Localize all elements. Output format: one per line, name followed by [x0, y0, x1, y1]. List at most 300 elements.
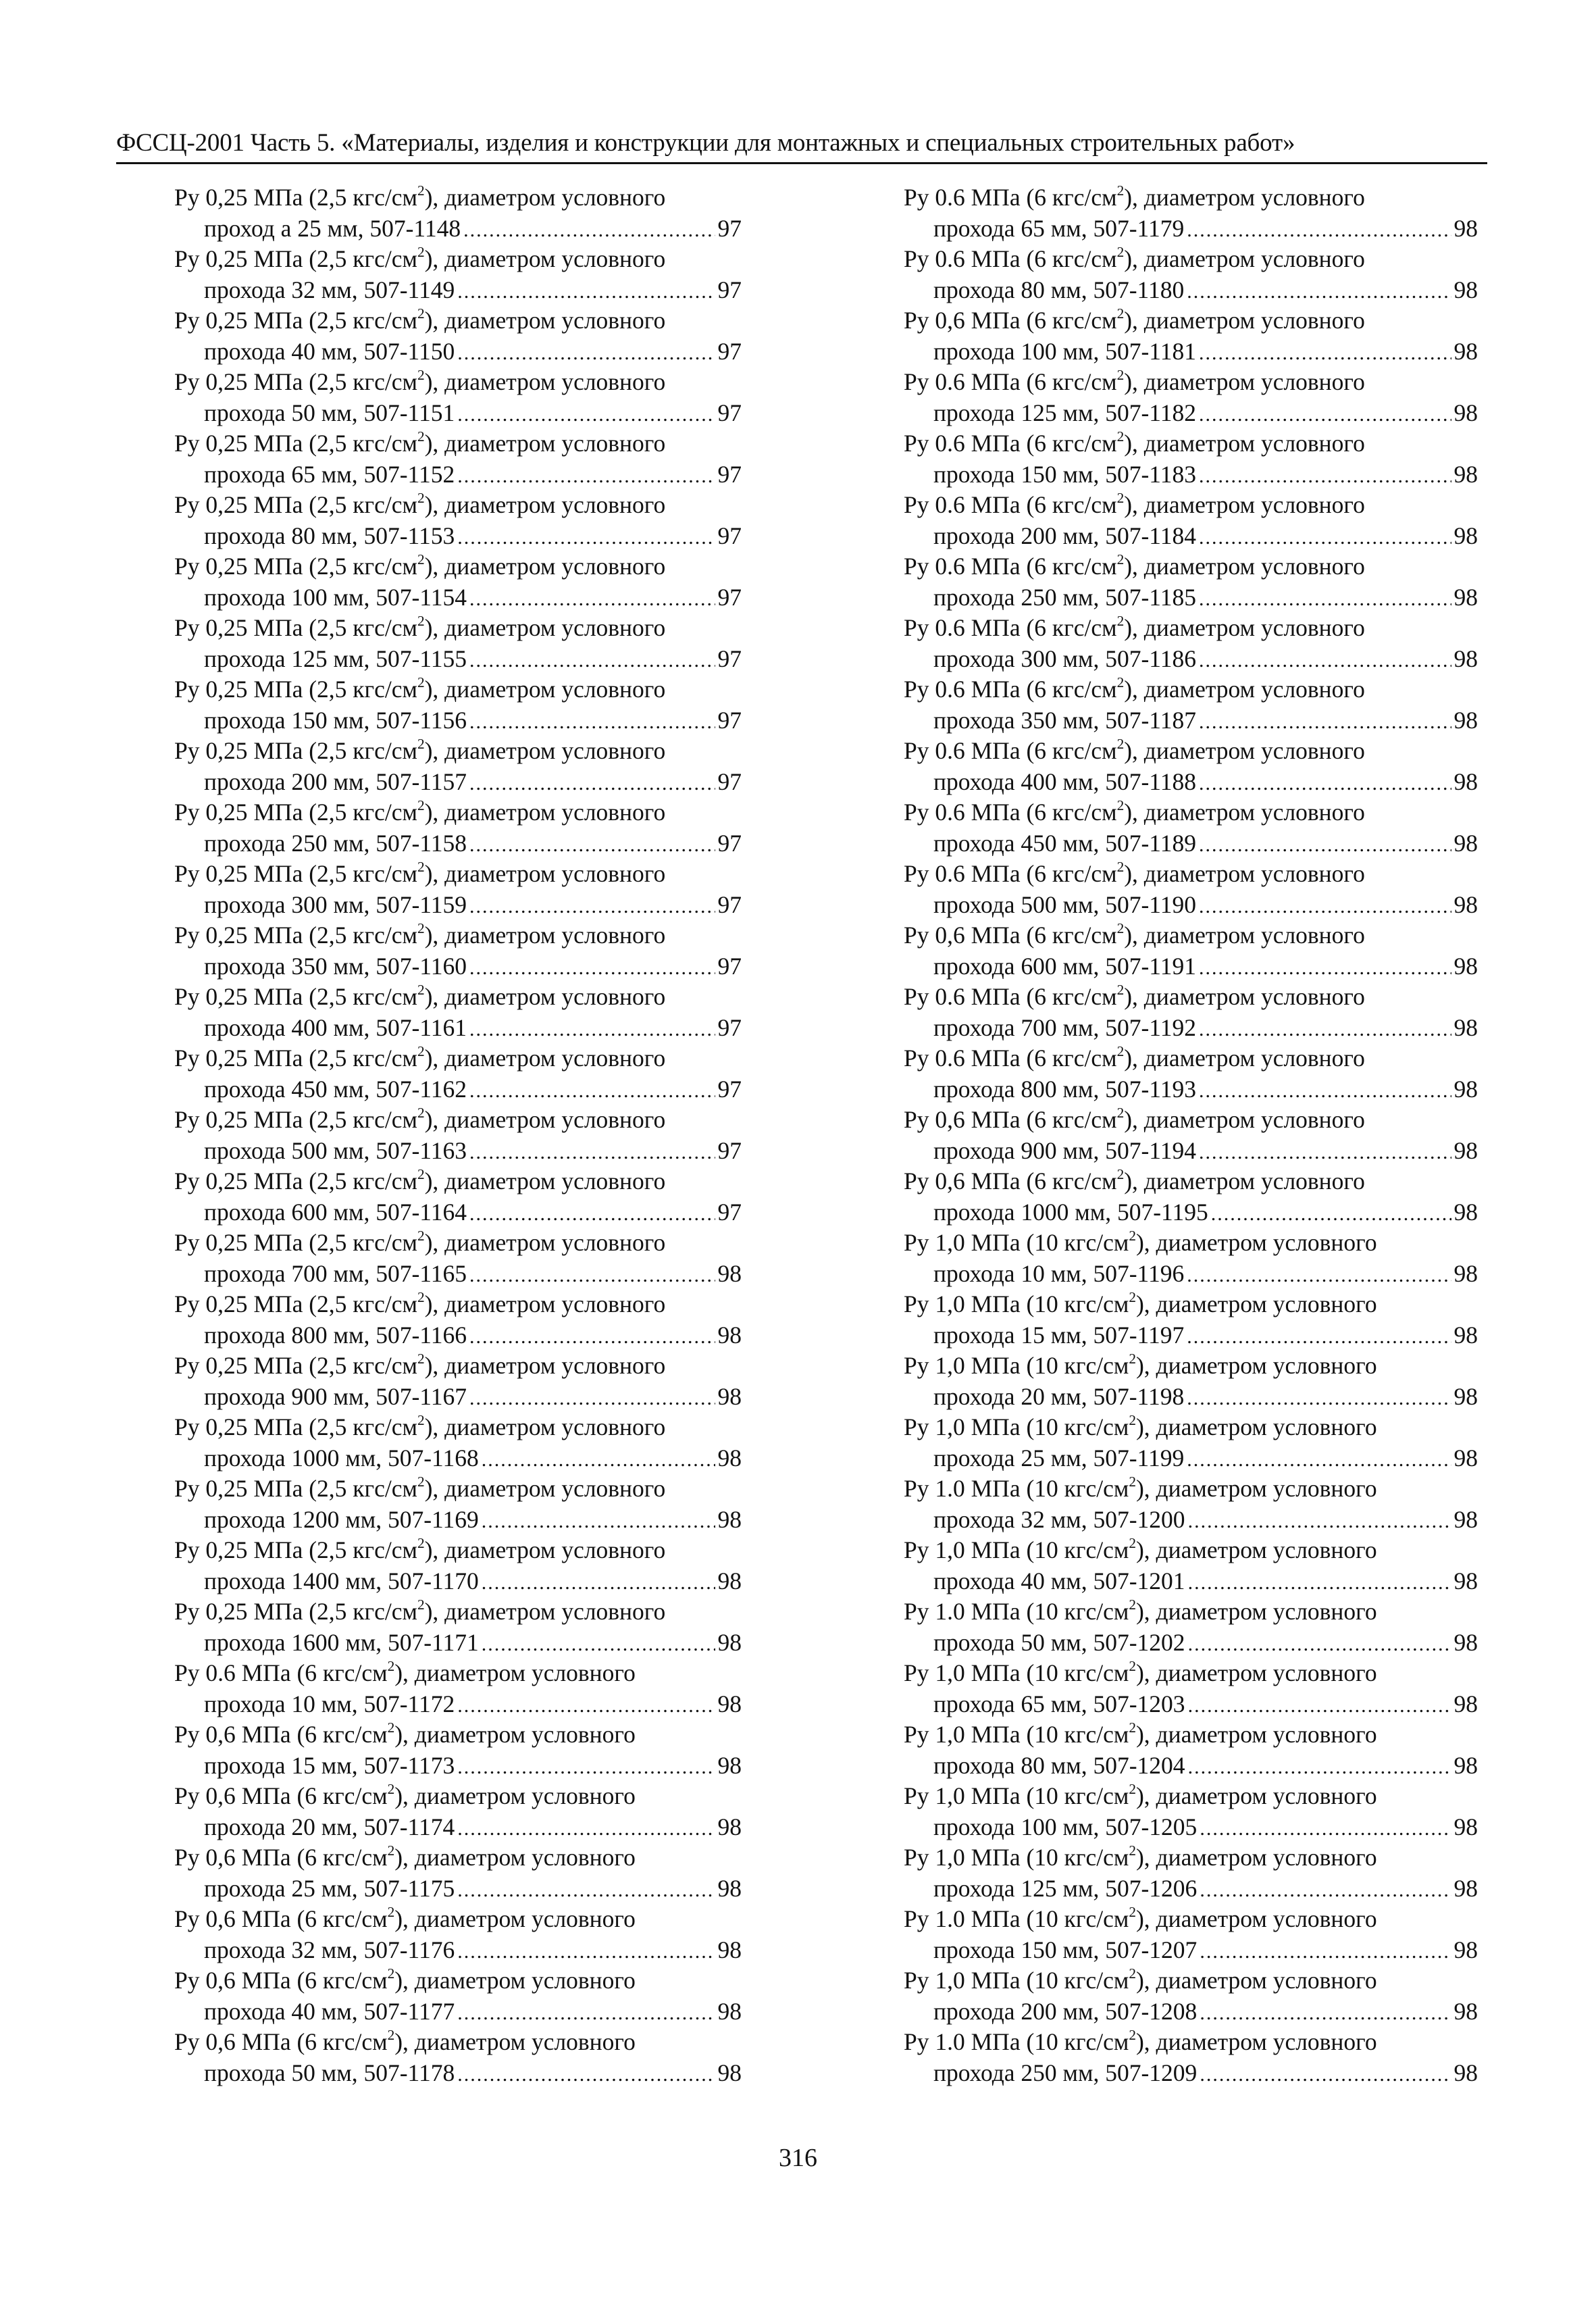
dot-leader [1188, 1505, 1451, 1537]
index-entry [174, 1474, 742, 1535]
entry-unit-superscript: 2 [387, 1965, 395, 1982]
dot-leader [469, 1013, 715, 1045]
entry-description [174, 797, 742, 828]
entry-unit-superscript: 2 [417, 1596, 425, 1613]
entry-description [904, 367, 1478, 398]
entry-unit-superscript: 2 [417, 1535, 425, 1552]
entry-suffix: ), диаметром условного [424, 1536, 666, 1563]
entry-suffix: ), диаметром условного [1135, 1598, 1377, 1625]
entry-pressure: Ру 0,25 МПа (2,5 кгс/см [174, 1598, 417, 1625]
entry-description [174, 1289, 742, 1320]
dot-leader [1199, 1136, 1451, 1168]
entry-description [174, 1166, 742, 1197]
entry-code: прохода 300 мм, 507-1159 [204, 890, 467, 918]
entry-description [174, 305, 742, 336]
dot-leader [469, 1074, 715, 1107]
entry-suffix: ), диаметром условного [1124, 307, 1365, 334]
dot-leader [1199, 582, 1451, 615]
entry-description [174, 613, 742, 644]
index-entry [904, 797, 1478, 859]
entry-description [174, 1535, 742, 1566]
entry-code: прохода 500 мм, 507-1163 [204, 1136, 467, 1164]
entry-suffix: ), диаметром условного [394, 1721, 636, 1748]
entry-description [174, 490, 742, 521]
entry-page-ref: 97 [717, 1198, 742, 1226]
entry-suffix: ), диаметром условного [1124, 184, 1365, 211]
entry-suffix: ), диаметром условного [1124, 1167, 1365, 1194]
entry-suffix: ), диаметром условного [1124, 737, 1365, 764]
entry-suffix: ), диаметром условного [1135, 1475, 1377, 1502]
entry-pressure: Ру 0.6 МПа (6 кгс/см [904, 368, 1117, 395]
entry-pressure: Ру 0,25 МПа (2,5 кгс/см [174, 922, 417, 949]
index-entry [174, 797, 742, 859]
entry-detail-line [174, 951, 742, 984]
entry-pressure: Ру 0,25 МПа (2,5 кгс/см [174, 614, 417, 641]
index-entry [174, 1412, 742, 1474]
entry-suffix: ), диаметром условного [394, 2028, 636, 2055]
entry-code: прохода 125 мм, 507-1155 [204, 645, 467, 672]
entry-suffix: ), диаметром условного [394, 1844, 636, 1871]
dot-leader [1199, 398, 1451, 430]
entry-detail-line [174, 2058, 742, 2090]
entry-unit-superscript: 2 [417, 305, 425, 322]
entry-page-ref: 97 [717, 583, 742, 611]
entry-unit-superscript: 2 [417, 1474, 425, 1490]
entry-pressure: Ру 1,0 МПа (10 кгс/см [904, 1536, 1129, 1563]
index-entry [904, 490, 1478, 551]
header-divider [116, 162, 1487, 164]
entry-suffix: ), диаметром условного [1124, 860, 1365, 887]
entry-suffix: ), диаметром условного [1124, 245, 1365, 272]
index-entry [904, 1781, 1478, 1842]
entry-page-ref: 98 [1453, 1874, 1478, 1902]
entry-code: прохода 40 мм, 507-1201 [933, 1567, 1185, 1594]
entry-code: прохода 20 мм, 507-1174 [204, 1813, 455, 1840]
entry-description [174, 182, 742, 213]
entry-unit-superscript: 2 [1129, 1535, 1136, 1552]
entry-description [174, 367, 742, 398]
entry-detail-line [904, 1382, 1478, 1414]
entry-code: прохода 350 мм, 507-1187 [933, 706, 1196, 734]
entry-page-ref: 98 [1453, 1628, 1478, 1656]
entry-suffix: ), диаметром условного [1135, 1782, 1377, 1809]
entry-pressure: Ру 1.0 МПа (10 кгс/см [904, 1475, 1129, 1502]
entry-detail-line [904, 828, 1478, 861]
index-entry [174, 1351, 742, 1412]
entry-suffix: ), диаметром условного [424, 430, 666, 457]
entry-code: прохода 300 мм, 507-1186 [933, 645, 1196, 672]
index-entry [904, 1719, 1478, 1781]
entry-description [174, 1412, 742, 1443]
entry-detail-line [904, 459, 1478, 492]
entry-description [904, 1596, 1478, 1628]
index-entry [904, 674, 1478, 736]
index-entry [904, 1228, 1478, 1289]
index-entry [904, 1904, 1478, 1965]
entry-detail-line [174, 1935, 742, 1967]
entry-suffix: ), диаметром условного [424, 553, 666, 580]
entry-page-ref: 98 [1453, 1690, 1478, 1717]
entry-code: прохода 32 мм, 507-1200 [933, 1505, 1185, 1533]
index-entry [174, 367, 742, 428]
entry-unit-superscript: 2 [387, 2027, 395, 2044]
entry-unit-superscript: 2 [387, 1719, 395, 1736]
entry-description [904, 1965, 1478, 1996]
entry-detail-line [904, 951, 1478, 984]
entry-page-ref: 98 [717, 1567, 742, 1594]
entry-detail-line [174, 705, 742, 738]
entry-code: прохода 250 мм, 507-1185 [933, 583, 1196, 611]
entry-unit-superscript: 2 [1116, 797, 1125, 814]
entry-description [174, 982, 742, 1013]
entry-unit-superscript: 2 [1129, 1351, 1136, 1367]
entry-unit-superscript: 2 [1116, 490, 1125, 507]
entry-detail-line [904, 1505, 1478, 1537]
entry-page-ref: 98 [1453, 768, 1478, 795]
entry-unit-superscript: 2 [1129, 1719, 1136, 1736]
index-entry [904, 551, 1478, 613]
entry-page-ref: 97 [717, 337, 742, 365]
entry-description [904, 797, 1478, 828]
dot-leader [1187, 1382, 1451, 1414]
entry-unit-superscript: 2 [1116, 859, 1125, 876]
entry-description [174, 1719, 742, 1751]
entry-unit-superscript: 2 [417, 428, 425, 445]
index-entry [904, 1965, 1478, 2027]
entry-code: прохода 80 мм, 507-1153 [204, 522, 455, 549]
entry-code: прохода 400 мм, 507-1188 [933, 768, 1196, 795]
entry-detail-line [174, 1505, 742, 1537]
entry-suffix: ), диаметром условного [1135, 1229, 1377, 1256]
entry-unit-superscript: 2 [387, 1904, 395, 1921]
entry-detail-line [174, 1013, 742, 1045]
dot-leader [469, 767, 715, 799]
dot-leader [469, 1136, 715, 1168]
entry-suffix: ), диаметром условного [1124, 676, 1365, 703]
entry-unit-superscript: 2 [417, 982, 425, 999]
entry-pressure: Ру 0.6 МПа (6 кгс/см [904, 184, 1117, 211]
entry-suffix: ), диаметром условного [1135, 1536, 1377, 1563]
entry-description [174, 1658, 742, 1689]
entry-description [904, 1904, 1478, 1935]
entry-page-ref: 98 [1453, 276, 1478, 303]
entry-code: прохода 450 мм, 507-1162 [204, 1075, 467, 1103]
dot-leader [457, 1812, 715, 1844]
dot-leader [457, 459, 715, 492]
entry-page-ref: 97 [717, 952, 742, 980]
entry-suffix: ), диаметром условного [424, 1229, 666, 1256]
entry-description [174, 1474, 742, 1505]
entry-page-ref: 98 [1453, 1321, 1478, 1349]
entry-unit-superscript: 2 [1129, 1412, 1136, 1429]
entry-code: прохода 700 мм, 507-1165 [204, 1259, 467, 1287]
entry-suffix: ), диаметром условного [1124, 1045, 1365, 1072]
entry-code: прохода 450 мм, 507-1189 [933, 829, 1196, 857]
entry-page-ref: 98 [1453, 1198, 1478, 1226]
entry-page-ref: 98 [1453, 399, 1478, 426]
entry-unit-superscript: 2 [417, 797, 425, 814]
entry-page-ref: 98 [1453, 1505, 1478, 1533]
entry-code: прохода 800 мм, 507-1166 [204, 1321, 467, 1349]
entry-detail-line [904, 1259, 1478, 1291]
entry-description [174, 920, 742, 951]
entry-detail-line [174, 459, 742, 492]
entry-unit-superscript: 2 [1129, 1474, 1136, 1490]
entry-pressure: Ру 0,6 МПа (6 кгс/см [904, 1167, 1117, 1194]
index-entry [174, 1228, 742, 1289]
dot-leader [469, 582, 715, 615]
entry-pressure: Ру 0,25 МПа (2,5 кгс/см [174, 430, 417, 457]
dot-leader [469, 890, 715, 922]
entry-page-ref: 97 [717, 890, 742, 918]
entry-suffix: ), диаметром условного [424, 614, 666, 641]
index-entry [904, 1596, 1478, 1658]
entry-page-ref: 97 [717, 214, 742, 242]
entry-code: прохода 10 мм, 507-1196 [933, 1259, 1185, 1287]
entry-page-ref: 98 [1453, 829, 1478, 857]
entry-suffix: ), диаметром условного [1135, 1290, 1377, 1317]
entry-pressure: Ру 1.0 МПа (10 кгс/см [904, 1905, 1129, 1932]
entry-description [174, 1904, 742, 1935]
entry-unit-superscript: 2 [1116, 367, 1125, 384]
entry-unit-superscript: 2 [417, 1166, 425, 1183]
entry-pressure: Ру 0.6 МПа (6 кгс/см [904, 983, 1117, 1010]
entry-page-ref: 97 [717, 1136, 742, 1164]
dot-leader [457, 1996, 715, 2029]
entry-detail-line [174, 1136, 742, 1168]
dot-leader [1199, 459, 1451, 492]
entry-description [174, 1043, 742, 1074]
index-entry [174, 428, 742, 490]
entry-detail-line [904, 1320, 1478, 1353]
entry-unit-superscript: 2 [387, 1842, 395, 1859]
entry-suffix: ), диаметром условного [394, 1967, 636, 1994]
entry-page-ref: 98 [1453, 337, 1478, 365]
entry-code: прохода 20 мм, 507-1198 [933, 1382, 1185, 1410]
entry-detail-line [174, 890, 742, 922]
entry-detail-line [174, 828, 742, 861]
entry-detail-line [174, 1382, 742, 1414]
entry-pressure: Ру 0.6 МПа (6 кгс/см [904, 799, 1117, 826]
entry-suffix: ), диаметром условного [424, 368, 666, 395]
entry-detail-line [904, 1935, 1478, 1967]
entry-detail-line [174, 644, 742, 676]
entry-pressure: Ру 0.6 МПа (6 кгс/см [904, 614, 1117, 641]
dot-leader [1187, 213, 1451, 246]
entry-suffix: ), диаметром условного [1135, 1352, 1377, 1379]
entry-pressure: Ру 0,25 МПа (2,5 кгс/см [174, 1352, 417, 1379]
entry-detail-line [174, 1443, 742, 1476]
index-entry [174, 1105, 742, 1166]
entry-pressure: Ру 0,25 МПа (2,5 кгс/см [174, 553, 417, 580]
entry-detail-line [174, 1812, 742, 1844]
entry-page-ref: 97 [717, 706, 742, 734]
entry-pressure: Ру 0.6 МПа (6 кгс/см [904, 491, 1117, 518]
entry-code: прохода 400 мм, 507-1161 [204, 1013, 467, 1041]
entry-page-ref: 98 [1453, 1997, 1478, 2025]
entry-unit-superscript: 2 [1129, 1781, 1136, 1798]
entry-suffix: ), диаметром условного [1124, 491, 1365, 518]
index-entry [174, 1043, 742, 1105]
entry-page-ref: 97 [717, 399, 742, 426]
entry-page-ref: 98 [1453, 952, 1478, 980]
entry-detail-line [904, 582, 1478, 615]
index-entry [174, 1781, 742, 1842]
entry-page-ref: 98 [1453, 1936, 1478, 1963]
entry-detail-line [174, 1873, 742, 1906]
dot-leader [1188, 1628, 1451, 1660]
index-entry [174, 551, 742, 613]
dot-leader [1199, 521, 1451, 553]
entry-detail-line [904, 336, 1478, 369]
entry-unit-superscript: 2 [1116, 551, 1125, 568]
entry-detail-line [174, 1628, 742, 1660]
index-entry [904, 1351, 1478, 1412]
entry-description [904, 1166, 1478, 1197]
dot-leader [1199, 951, 1451, 984]
entry-code: проход а 25 мм, 507-1148 [204, 214, 461, 242]
entry-suffix: ), диаметром условного [1124, 983, 1365, 1010]
dot-leader [1199, 828, 1451, 861]
entry-pressure: Ру 0,25 МПа (2,5 кгс/см [174, 491, 417, 518]
entry-code: прохода 600 мм, 507-1191 [933, 952, 1196, 980]
index-entry [174, 182, 742, 244]
index-column-right [904, 182, 1478, 2088]
entry-suffix: ), диаметром условного [394, 1782, 636, 1809]
dot-leader [469, 1259, 715, 1291]
entry-description [904, 1228, 1478, 1259]
index-entry [174, 1658, 742, 1719]
entry-description [904, 1781, 1478, 1812]
entry-detail-line [174, 398, 742, 430]
index-entry [174, 1289, 742, 1351]
entry-page-ref: 98 [717, 1690, 742, 1717]
dot-leader [1199, 644, 1451, 676]
entry-suffix: ), диаметром условного [424, 1045, 666, 1072]
entry-unit-superscript: 2 [417, 1289, 425, 1306]
dot-leader [457, 1751, 715, 1783]
entry-pressure: Ру 0,25 МПа (2,5 кгс/см [174, 1290, 417, 1317]
entry-detail-line [174, 1320, 742, 1353]
entry-description [174, 428, 742, 459]
index-entry [174, 1535, 742, 1596]
entry-unit-superscript: 2 [1116, 1105, 1125, 1122]
entry-page-ref: 98 [1453, 1813, 1478, 1840]
dot-leader [469, 1197, 715, 1230]
entry-pressure: Ру 0,25 МПа (2,5 кгс/см [174, 737, 417, 764]
entry-unit-superscript: 2 [417, 674, 425, 691]
index-entry [174, 982, 742, 1043]
entry-pressure: Ру 0,6 МПа (6 кгс/см [174, 1967, 388, 1994]
dot-leader [482, 1566, 715, 1599]
entry-page-ref: 97 [717, 460, 742, 488]
entry-detail-line [174, 521, 742, 553]
index-column-left [174, 182, 742, 2088]
index-entry [174, 674, 742, 736]
entry-code: прохода 150 мм, 507-1183 [933, 460, 1196, 488]
entry-detail-line [904, 1443, 1478, 1476]
entry-suffix: ), диаметром условного [1124, 553, 1365, 580]
entry-description [174, 1228, 742, 1259]
dot-leader [469, 1382, 715, 1414]
index-entry [904, 428, 1478, 490]
dot-leader [1200, 1812, 1451, 1844]
entry-page-ref: 97 [717, 768, 742, 795]
entry-unit-superscript: 2 [417, 367, 425, 384]
entry-detail-line [904, 767, 1478, 799]
entry-code: прохода 250 мм, 507-1209 [933, 2059, 1198, 2086]
entry-detail-line [904, 705, 1478, 738]
dot-leader [1200, 1873, 1451, 1906]
entry-pressure: Ру 1,0 МПа (10 кгс/см [904, 1290, 1129, 1317]
entry-code: прохода 1000 мм, 507-1168 [204, 1444, 479, 1472]
entry-description [904, 1105, 1478, 1136]
dot-leader [1187, 275, 1451, 307]
dot-leader [1200, 2058, 1451, 2090]
index-entry [174, 1596, 742, 1658]
entry-pressure: Ру 0,25 МПа (2,5 кгс/см [174, 799, 417, 826]
entry-description [904, 1474, 1478, 1505]
entry-suffix: ), диаметром условного [424, 1598, 666, 1625]
dot-leader [469, 951, 715, 984]
index-entry [904, 1474, 1478, 1535]
entry-page-ref: 98 [1453, 583, 1478, 611]
entry-detail-line [904, 1628, 1478, 1660]
entry-page-ref: 98 [1453, 460, 1478, 488]
entry-suffix: ), диаметром условного [1135, 1844, 1377, 1871]
entry-pressure: Ру 1.0 МПа (10 кгс/см [904, 2028, 1129, 2055]
entry-unit-superscript: 2 [387, 1781, 395, 1798]
entry-code: прохода 65 мм, 507-1203 [933, 1690, 1185, 1717]
entry-pressure: Ру 1,0 МПа (10 кгс/см [904, 1229, 1129, 1256]
index-entry [174, 2027, 742, 2088]
dot-leader [469, 1320, 715, 1353]
entry-code: прохода 50 мм, 507-1202 [933, 1628, 1185, 1656]
entry-page-ref: 98 [717, 1813, 742, 1840]
dot-leader [482, 1628, 715, 1660]
entry-unit-superscript: 2 [1129, 1658, 1136, 1675]
dot-leader [1200, 1935, 1451, 1967]
index-entry [904, 736, 1478, 797]
entry-detail-line [174, 582, 742, 615]
entry-suffix: ), диаметром условного [424, 1413, 666, 1440]
entry-code: прохода 25 мм, 507-1175 [204, 1874, 455, 1902]
entry-pressure: Ру 0,25 МПа (2,5 кгс/см [174, 1045, 417, 1072]
entry-page-ref: 98 [717, 1505, 742, 1533]
dot-leader [1211, 1197, 1451, 1230]
index-entry [904, 1105, 1478, 1166]
entry-pressure: Ру 0,25 МПа (2,5 кгс/см [174, 860, 417, 887]
entry-detail-line [174, 213, 742, 246]
entry-pressure: Ру 0.6 МПа (6 кгс/см [904, 1045, 1117, 1072]
index-entry [904, 1658, 1478, 1719]
entry-page-ref: 98 [1453, 1444, 1478, 1472]
entry-pressure: Ру 0,25 МПа (2,5 кгс/см [174, 307, 417, 334]
index-entry [174, 1842, 742, 1904]
entry-page-ref: 98 [1453, 645, 1478, 672]
entry-pressure: Ру 0,6 МПа (6 кгс/см [904, 307, 1117, 334]
dot-leader [1199, 1074, 1451, 1107]
entry-code: прохода 50 мм, 507-1178 [204, 2059, 455, 2086]
dot-leader [1188, 1751, 1451, 1783]
entry-code: прохода 150 мм, 507-1156 [204, 706, 467, 734]
index-entry [174, 1904, 742, 1965]
entry-code: прохода 500 мм, 507-1190 [933, 890, 1196, 918]
entry-detail-line [174, 1197, 742, 1230]
entry-page-ref: 98 [1453, 890, 1478, 918]
entry-detail-line [904, 890, 1478, 922]
entry-page-ref: 98 [1453, 1013, 1478, 1041]
